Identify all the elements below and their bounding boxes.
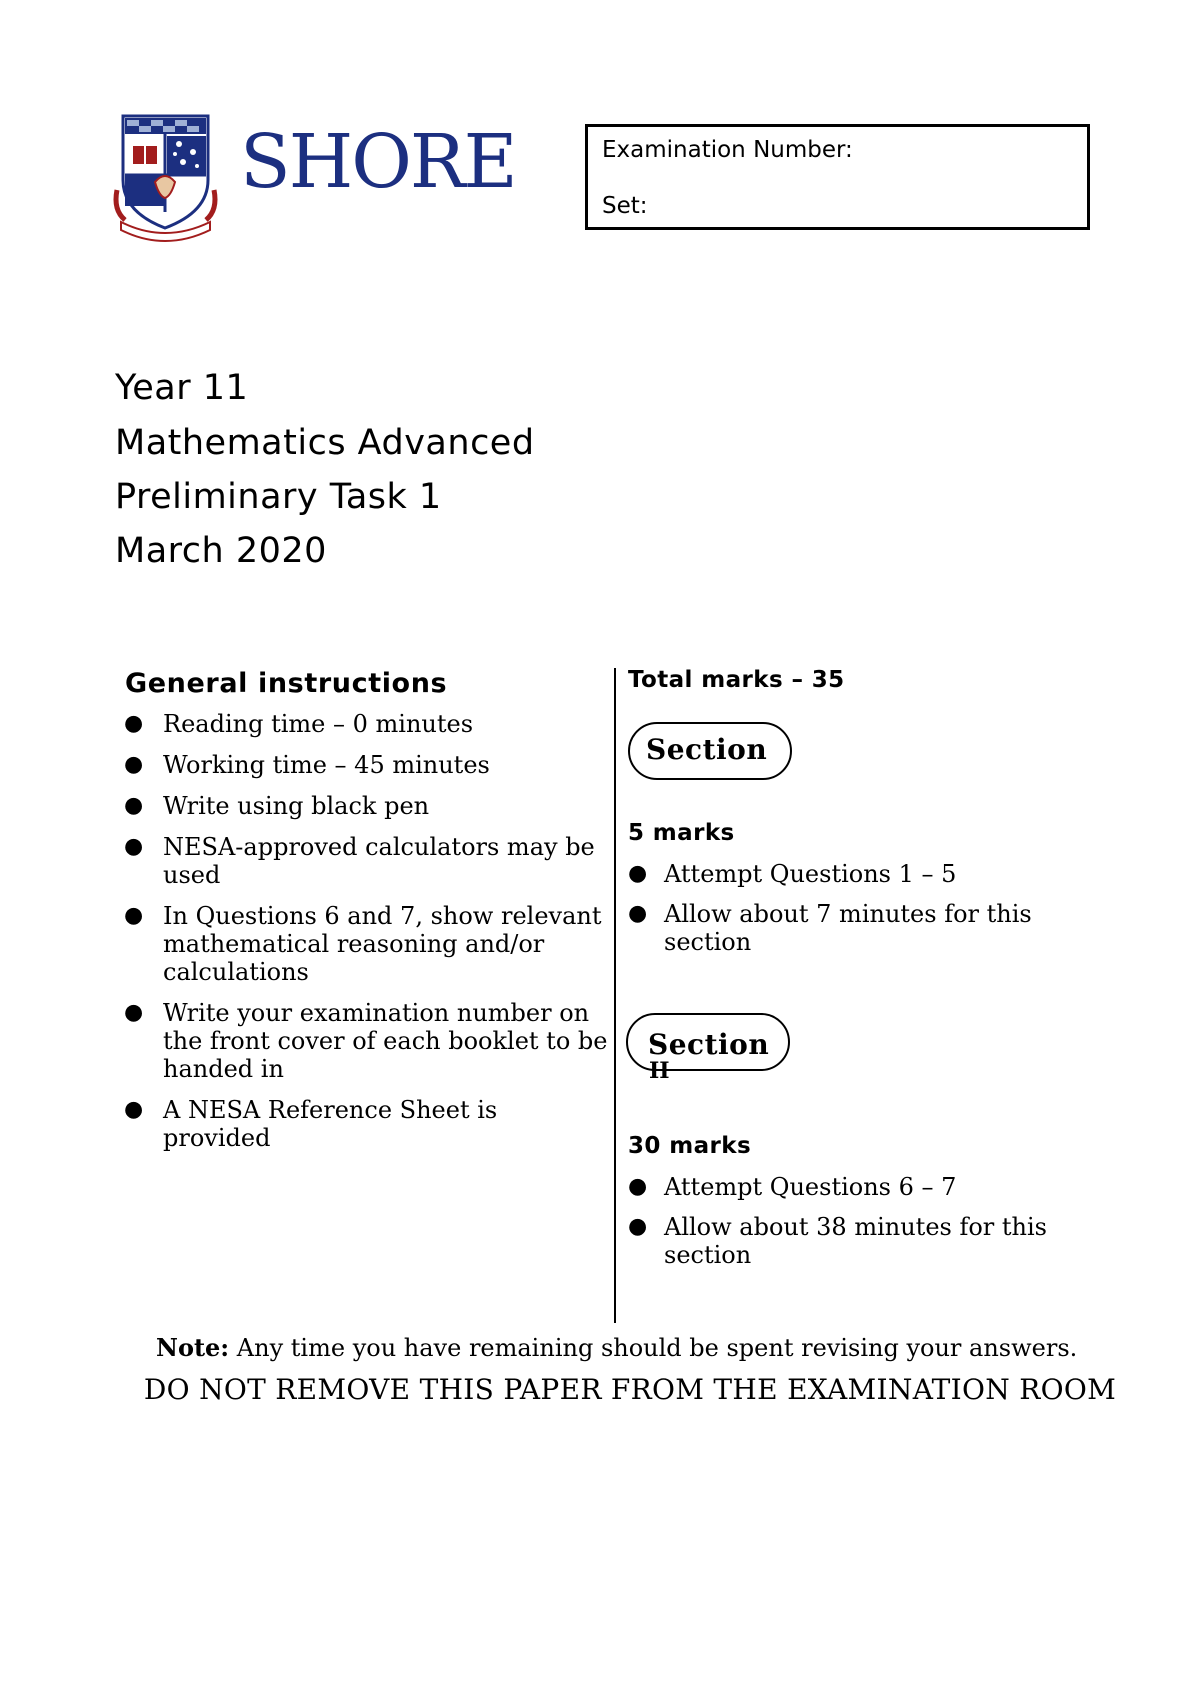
- section-2-label: Section: [648, 1028, 770, 1061]
- bullet-icon: ●: [124, 903, 144, 928]
- list-item: ● Write using black pen: [124, 792, 430, 820]
- list-item: ● In Questions 6 and 7, show relevant mathematical reasoning and/or calculations: [124, 902, 602, 986]
- course-title: Mathematics Advanced: [115, 423, 535, 463]
- section-2-list: [628, 1173, 1068, 1281]
- bullet-icon: ●: [628, 1214, 648, 1239]
- year-title: Year 11: [115, 368, 249, 408]
- examination-details-box: [585, 124, 1090, 230]
- list-item: ● Attempt Questions 1 – 5: [628, 860, 957, 888]
- bullet-icon: ●: [628, 901, 648, 926]
- date-title: March 2020: [115, 531, 327, 571]
- set-label: Set:: [602, 193, 648, 219]
- bullet-icon: ●: [628, 861, 648, 886]
- bullet-icon: ●: [628, 1174, 648, 1199]
- section-2-overflow-text: II: [649, 1058, 670, 1084]
- note-label: Note:: [156, 1333, 230, 1362]
- list-item: ● Allow about 7 minutes for this section: [628, 900, 1032, 956]
- school-crest-icon: [113, 112, 218, 240]
- bullet-icon: ●: [124, 834, 144, 859]
- school-wordmark: SHORE: [240, 119, 516, 205]
- section-1-list: [628, 860, 1068, 968]
- bullet-icon: ●: [124, 752, 144, 777]
- list-item: ● Allow about 38 minutes for this section: [628, 1213, 1047, 1269]
- section-2-marks: 30 marks: [628, 1133, 752, 1159]
- examination-number-label: Examination Number:: [602, 137, 853, 163]
- section-1-marks: 5 marks: [628, 820, 735, 846]
- bullet-icon: ●: [124, 793, 144, 818]
- exam-warning: DO NOT REMOVE THIS PAPER FROM THE EXAMINATION ROOM: [143, 1373, 1117, 1406]
- list-item: ● A NESA Reference Sheet is provided: [124, 1096, 498, 1152]
- total-marks: Total marks – 35: [628, 667, 845, 693]
- list-item: ● Attempt Questions 6 – 7: [628, 1173, 957, 1201]
- bullet-icon: ●: [124, 1097, 144, 1122]
- list-item: ● Working time – 45 minutes: [124, 751, 490, 779]
- column-divider: [614, 668, 616, 1323]
- note-line: [156, 1333, 1077, 1362]
- note-text: Any time you have remaining should be spent revising your answers.: [229, 1334, 1078, 1362]
- section-1-label: Section: [646, 733, 768, 766]
- list-item: ● Reading time – 0 minutes: [124, 710, 474, 738]
- bullet-icon: ●: [124, 711, 144, 736]
- general-instructions-heading: General instructions: [125, 668, 448, 699]
- general-instructions-list: [118, 710, 608, 1165]
- bullet-icon: ●: [124, 1000, 144, 1025]
- task-title: Preliminary Task 1: [115, 477, 442, 517]
- list-item: ● Write your examination number on the front cover of each booklet to be handed in: [124, 999, 608, 1083]
- list-item: ● NESA-approved calculators may be used: [124, 833, 595, 889]
